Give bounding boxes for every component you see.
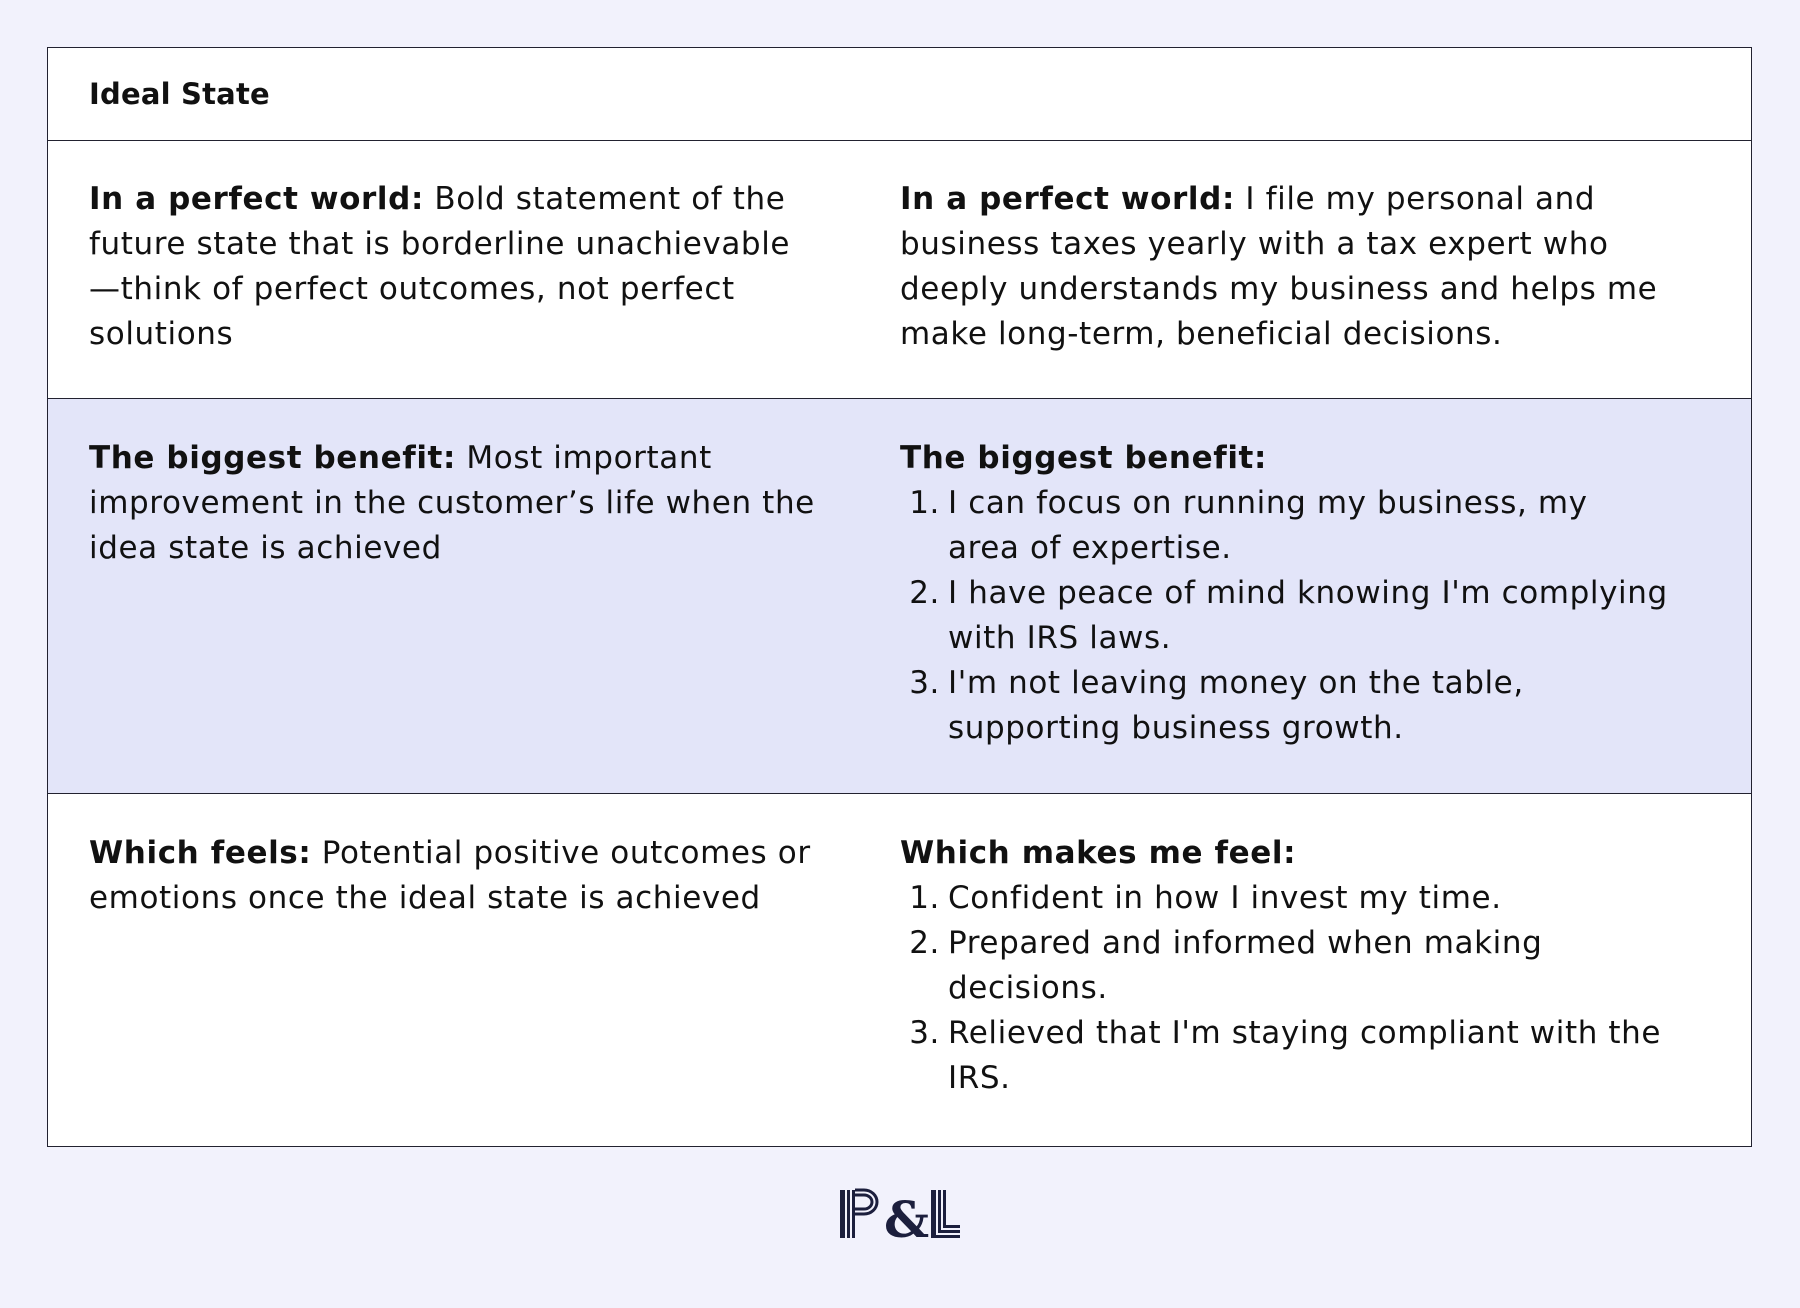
description-cell [48, 831, 858, 1146]
benefit-list [900, 481, 1668, 751]
list-item-text: I can focus on running my business, my area of expertise. [948, 485, 1588, 566]
example-cell [858, 831, 1708, 1146]
feelings-list [900, 876, 1668, 1101]
list-number: 1. [909, 485, 940, 521]
list-item [900, 921, 1668, 1011]
row-label: The biggest benefit: [89, 440, 456, 476]
list-item-text: I'm not leaving money on the table, supporting business growth. [948, 665, 1524, 746]
row-label: Which feels: [89, 835, 312, 871]
logo-letter-p [840, 1190, 877, 1238]
list-number: 1. [909, 880, 940, 916]
list-item-text: Prepared and informed when making decisions. [948, 925, 1543, 1006]
list-number: 3. [909, 1015, 940, 1051]
row-label: In a perfect world: [89, 181, 424, 217]
list-item-text: Relieved that I'm staying compliant with the IRS. [948, 1015, 1662, 1096]
list-number: 2. [909, 575, 940, 611]
row-label: The biggest benefit: [900, 440, 1267, 476]
pl-logo-icon [838, 1186, 962, 1242]
logo-ampersand: & [884, 1190, 930, 1242]
row-label: In a perfect world: [900, 181, 1235, 217]
list-number: 3. [909, 665, 940, 701]
row-description: Potential positive outcomes or emotions once the ideal state is achieved [89, 835, 811, 916]
row-label: Which makes me feel: [900, 835, 1297, 871]
table-row-which-feels [48, 794, 1751, 1146]
table-header [48, 48, 1751, 141]
table-row-biggest-benefit [48, 399, 1751, 794]
list-item [900, 481, 1668, 571]
row-description: Most important improvement in the customer’s life when the idea state is achieved [89, 440, 815, 566]
list-item [900, 1011, 1668, 1101]
row-description: Bold statement of the future state that is borderline unachievable—think of perfect outcomes, not perfect solutions [89, 181, 791, 352]
example-cell [858, 436, 1708, 793]
example-text: I file my personal and business taxes yearly with a tax expert who deeply understands my business and helps me make long-term, beneficial decisions. [900, 181, 1658, 352]
table-title: Ideal State [89, 77, 270, 111]
ideal-state-table [47, 47, 1752, 1147]
list-item [900, 661, 1668, 751]
example-cell [858, 177, 1708, 398]
list-item-text: I have peace of mind knowing I'm complying with IRS laws. [948, 575, 1668, 656]
logo-letter-l [931, 1190, 960, 1238]
list-item [900, 571, 1668, 661]
list-item [900, 876, 1668, 921]
description-cell [48, 177, 858, 398]
table-row-perfect-world [48, 141, 1751, 399]
description-cell [48, 436, 858, 793]
list-number: 2. [909, 925, 940, 961]
list-item-text: Confident in how I invest my time. [948, 880, 1502, 916]
